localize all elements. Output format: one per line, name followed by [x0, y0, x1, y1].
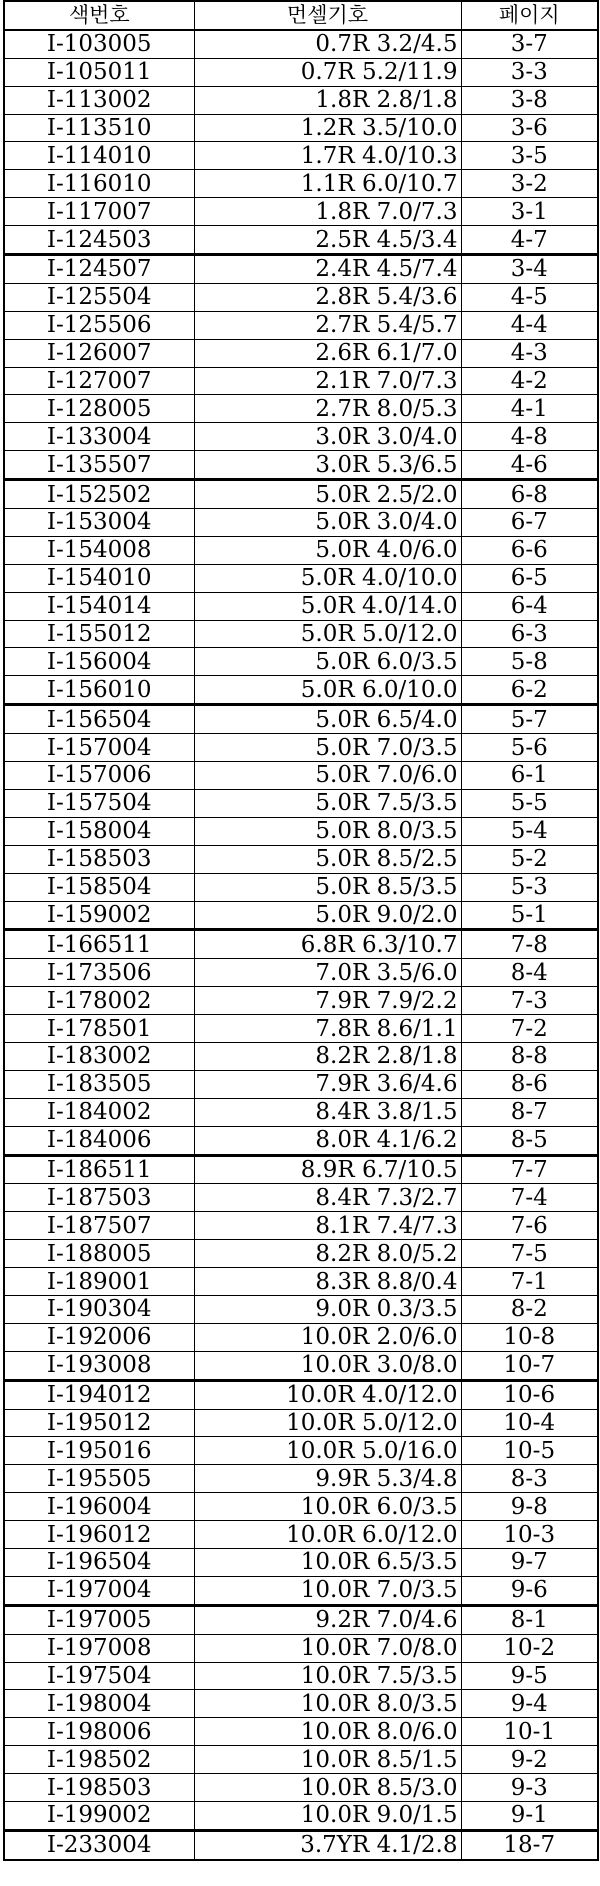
page-cell: 9-5 [461, 1662, 598, 1690]
munsell-notation-cell: 10.0R 6.0/12.0 [194, 1521, 461, 1549]
page-cell: 4-1 [461, 395, 598, 423]
munsell-notation-cell: 10.0R 7.0/8.0 [194, 1634, 461, 1662]
table-row [4, 255, 598, 284]
table-row [4, 395, 598, 423]
munsell-notation-cell: 5.0R 3.0/4.0 [194, 509, 461, 537]
munsell-notation-cell: 10.0R 4.0/12.0 [194, 1380, 461, 1409]
table-row [4, 564, 598, 592]
color-number-cell: I-156504 [4, 705, 194, 734]
table-row [4, 1718, 598, 1746]
table-row [4, 1042, 598, 1070]
page-cell: 10-1 [461, 1718, 598, 1746]
page-cell: 7-5 [461, 1240, 598, 1268]
page-cell: 4-3 [461, 339, 598, 367]
color-number-cell: I-158504 [4, 873, 194, 901]
table-row [4, 1070, 598, 1098]
table-row [4, 734, 598, 762]
page-cell: 4-6 [461, 451, 598, 480]
color-number-cell: I-133004 [4, 423, 194, 451]
page-cell: 10-2 [461, 1634, 598, 1662]
page-cell: 9-8 [461, 1493, 598, 1521]
munsell-notation-cell: 8.0R 4.1/6.2 [194, 1126, 461, 1155]
color-number-cell: I-117007 [4, 198, 194, 226]
table-row [4, 1576, 598, 1605]
table-row [4, 1380, 598, 1409]
munsell-notation-cell: 2.7R 8.0/5.3 [194, 395, 461, 423]
color-number-cell: I-159002 [4, 901, 194, 930]
page-cell: 9-7 [461, 1548, 598, 1576]
color-number-cell: I-196012 [4, 1521, 194, 1549]
color-number-cell: I-152502 [4, 480, 194, 509]
color-number-cell: I-183505 [4, 1070, 194, 1098]
munsell-notation-cell: 5.0R 5.0/12.0 [194, 620, 461, 648]
color-number-cell: I-154014 [4, 592, 194, 620]
color-number-cell: I-189001 [4, 1268, 194, 1296]
munsell-notation-cell: 10.0R 7.5/3.5 [194, 1662, 461, 1690]
table-row [4, 423, 598, 451]
munsell-notation-cell: 2.6R 6.1/7.0 [194, 339, 461, 367]
table-row [4, 198, 598, 226]
color-number-cell: I-154008 [4, 536, 194, 564]
color-number-cell: I-198503 [4, 1774, 194, 1802]
munsell-notation-cell: 9.9R 5.3/4.8 [194, 1465, 461, 1493]
color-number-cell: I-190304 [4, 1295, 194, 1323]
munsell-notation-cell: 8.9R 6.7/10.5 [194, 1155, 461, 1184]
munsell-notation-cell: 8.3R 8.8/0.4 [194, 1268, 461, 1296]
table-row [4, 1409, 598, 1437]
munsell-notation-cell: 5.0R 2.5/2.0 [194, 480, 461, 509]
page-cell: 3-4 [461, 255, 598, 284]
table-row [4, 1830, 598, 1859]
munsell-notation-cell: 2.5R 4.5/3.4 [194, 226, 461, 255]
page-cell: 6-6 [461, 536, 598, 564]
munsell-notation-cell: 5.0R 7.0/6.0 [194, 762, 461, 790]
page-cell: 6-8 [461, 480, 598, 509]
color-number-cell: I-196504 [4, 1548, 194, 1576]
munsell-notation-cell: 7.0R 3.5/6.0 [194, 959, 461, 987]
table-row [4, 1746, 598, 1774]
table-row [4, 676, 598, 705]
table-row [4, 1465, 598, 1493]
color-code-table [3, 0, 599, 1861]
munsell-notation-cell: 5.0R 4.0/10.0 [194, 564, 461, 592]
page-cell: 8-8 [461, 1042, 598, 1070]
munsell-notation-cell: 8.4R 3.8/1.5 [194, 1098, 461, 1126]
page-cell: 5-3 [461, 873, 598, 901]
color-number-cell: I-193008 [4, 1351, 194, 1380]
munsell-notation-cell: 10.0R 9.0/1.5 [194, 1802, 461, 1831]
munsell-notation-cell: 3.0R 5.3/6.5 [194, 451, 461, 480]
page-cell: 4-4 [461, 311, 598, 339]
table-row [4, 1493, 598, 1521]
munsell-notation-cell: 10.0R 6.5/3.5 [194, 1548, 461, 1576]
color-number-cell: I-105011 [4, 58, 194, 86]
page-cell: 6-7 [461, 509, 598, 537]
color-number-cell: I-178002 [4, 987, 194, 1015]
color-number-cell: I-153004 [4, 509, 194, 537]
table-row [4, 480, 598, 509]
munsell-notation-cell: 10.0R 8.5/3.0 [194, 1774, 461, 1802]
header-color-number: 색번호 [4, 1, 194, 30]
munsell-notation-cell: 8.2R 2.8/1.8 [194, 1042, 461, 1070]
munsell-notation-cell: 10.0R 8.0/6.0 [194, 1718, 461, 1746]
table-row [4, 987, 598, 1015]
munsell-notation-cell: 5.0R 4.0/6.0 [194, 536, 461, 564]
header-row [4, 1, 598, 30]
page-cell: 10-3 [461, 1521, 598, 1549]
table-row [4, 1548, 598, 1576]
table-row [4, 1240, 598, 1268]
color-number-cell: I-186511 [4, 1155, 194, 1184]
munsell-notation-cell: 2.8R 5.4/3.6 [194, 283, 461, 311]
munsell-notation-cell: 7.9R 7.9/2.2 [194, 987, 461, 1015]
color-number-cell: I-156010 [4, 676, 194, 705]
munsell-notation-cell: 5.0R 6.5/4.0 [194, 705, 461, 734]
table-row [4, 1015, 598, 1043]
page-cell: 3-2 [461, 170, 598, 198]
page-cell: 8-1 [461, 1605, 598, 1634]
table-row [4, 451, 598, 480]
page-cell: 8-3 [461, 1465, 598, 1493]
color-number-cell: I-124503 [4, 226, 194, 255]
table-row [4, 1437, 598, 1465]
color-number-cell: I-184006 [4, 1126, 194, 1155]
munsell-notation-cell: 7.8R 8.6/1.1 [194, 1015, 461, 1043]
munsell-notation-cell: 5.0R 7.5/3.5 [194, 789, 461, 817]
table-row [4, 1155, 598, 1184]
page-cell: 9-1 [461, 1802, 598, 1831]
page-cell: 3-6 [461, 114, 598, 142]
page-cell: 6-4 [461, 592, 598, 620]
table-row [4, 648, 598, 676]
color-number-cell: I-128005 [4, 395, 194, 423]
table-row [4, 1774, 598, 1802]
color-number-cell: I-126007 [4, 339, 194, 367]
color-number-cell: I-116010 [4, 170, 194, 198]
page-cell: 4-8 [461, 423, 598, 451]
table-row [4, 1634, 598, 1662]
color-number-cell: I-187503 [4, 1184, 194, 1212]
page-cell: 5-8 [461, 648, 598, 676]
munsell-notation-cell: 3.0R 3.0/4.0 [194, 423, 461, 451]
munsell-notation-cell: 1.2R 3.5/10.0 [194, 114, 461, 142]
munsell-notation-cell: 5.0R 6.0/3.5 [194, 648, 461, 676]
table-row [4, 959, 598, 987]
page-cell: 7-4 [461, 1184, 598, 1212]
page-cell: 4-7 [461, 226, 598, 255]
table-row [4, 509, 598, 537]
page-cell: 9-3 [461, 1774, 598, 1802]
color-number-cell: I-195012 [4, 1409, 194, 1437]
munsell-notation-cell: 6.8R 6.3/10.7 [194, 930, 461, 959]
page-cell: 7-7 [461, 1155, 598, 1184]
munsell-notation-cell: 5.0R 8.5/3.5 [194, 873, 461, 901]
table-row [4, 930, 598, 959]
munsell-notation-cell: 1.8R 7.0/7.3 [194, 198, 461, 226]
table-row [4, 283, 598, 311]
table-row [4, 592, 598, 620]
table-row [4, 1521, 598, 1549]
page-cell: 9-2 [461, 1746, 598, 1774]
color-number-cell: I-192006 [4, 1323, 194, 1351]
page-cell: 9-6 [461, 1576, 598, 1605]
page-cell: 5-1 [461, 901, 598, 930]
table-row [4, 114, 598, 142]
table-row [4, 845, 598, 873]
table-row [4, 817, 598, 845]
table-row [4, 536, 598, 564]
page-cell: 4-5 [461, 283, 598, 311]
table-row [4, 1126, 598, 1155]
munsell-notation-cell: 2.4R 4.5/7.4 [194, 255, 461, 284]
page-cell: 6-1 [461, 762, 598, 790]
page-cell: 7-2 [461, 1015, 598, 1043]
color-number-cell: I-197004 [4, 1576, 194, 1605]
page-cell: 5-6 [461, 734, 598, 762]
table-row [4, 762, 598, 790]
table-body [4, 30, 598, 1860]
color-number-cell: I-124507 [4, 255, 194, 284]
page-cell: 3-3 [461, 58, 598, 86]
color-number-cell: I-157006 [4, 762, 194, 790]
munsell-notation-cell: 10.0R 5.0/16.0 [194, 1437, 461, 1465]
munsell-notation-cell: 7.9R 3.6/4.6 [194, 1070, 461, 1098]
munsell-notation-cell: 5.0R 4.0/14.0 [194, 592, 461, 620]
table-row [4, 58, 598, 86]
color-number-cell: I-198004 [4, 1690, 194, 1718]
color-number-cell: I-188005 [4, 1240, 194, 1268]
table-row [4, 86, 598, 114]
color-number-cell: I-158503 [4, 845, 194, 873]
color-number-cell: I-166511 [4, 930, 194, 959]
munsell-notation-cell: 10.0R 7.0/3.5 [194, 1576, 461, 1605]
color-number-cell: I-178501 [4, 1015, 194, 1043]
color-number-cell: I-199002 [4, 1802, 194, 1831]
page-cell: 8-2 [461, 1295, 598, 1323]
table-row [4, 1268, 598, 1296]
page-cell: 5-5 [461, 789, 598, 817]
page-cell: 7-1 [461, 1268, 598, 1296]
table-row [4, 367, 598, 395]
table-row [4, 620, 598, 648]
munsell-notation-cell: 2.1R 7.0/7.3 [194, 367, 461, 395]
munsell-notation-cell: 5.0R 6.0/10.0 [194, 676, 461, 705]
color-number-cell: I-173506 [4, 959, 194, 987]
page-cell: 5-4 [461, 817, 598, 845]
color-number-cell: I-125504 [4, 283, 194, 311]
color-number-cell: I-113510 [4, 114, 194, 142]
table-row [4, 30, 598, 58]
munsell-notation-cell: 5.0R 8.5/2.5 [194, 845, 461, 873]
page-cell: 7-3 [461, 987, 598, 1015]
color-number-cell: I-194012 [4, 1380, 194, 1409]
munsell-notation-cell: 10.0R 8.5/1.5 [194, 1746, 461, 1774]
table-row [4, 1295, 598, 1323]
table-row [4, 170, 598, 198]
header-munsell-notation: 먼셀기호 [194, 1, 461, 30]
munsell-notation-cell: 0.7R 5.2/11.9 [194, 58, 461, 86]
color-number-cell: I-197008 [4, 1634, 194, 1662]
munsell-notation-cell: 0.7R 3.2/4.5 [194, 30, 461, 58]
munsell-notation-cell: 8.1R 7.4/7.3 [194, 1212, 461, 1240]
page-cell: 5-7 [461, 705, 598, 734]
page-cell: 3-1 [461, 198, 598, 226]
color-number-cell: I-184002 [4, 1098, 194, 1126]
page-cell: 6-3 [461, 620, 598, 648]
table-row [4, 142, 598, 170]
color-number-cell: I-114010 [4, 142, 194, 170]
page-cell: 3-8 [461, 86, 598, 114]
munsell-notation-cell: 2.7R 5.4/5.7 [194, 311, 461, 339]
table-row [4, 901, 598, 930]
munsell-notation-cell: 9.0R 0.3/3.5 [194, 1295, 461, 1323]
munsell-notation-cell: 5.0R 7.0/3.5 [194, 734, 461, 762]
table-row [4, 705, 598, 734]
page-cell: 18-7 [461, 1830, 598, 1859]
munsell-notation-cell: 9.2R 7.0/4.6 [194, 1605, 461, 1634]
page-cell: 5-2 [461, 845, 598, 873]
color-number-cell: I-158004 [4, 817, 194, 845]
table-row [4, 1351, 598, 1380]
page-cell: 8-4 [461, 959, 598, 987]
color-number-cell: I-156004 [4, 648, 194, 676]
color-number-cell: I-195016 [4, 1437, 194, 1465]
page-cell: 4-2 [461, 367, 598, 395]
color-number-cell: I-198006 [4, 1718, 194, 1746]
color-number-cell: I-197504 [4, 1662, 194, 1690]
munsell-notation-cell: 1.1R 6.0/10.7 [194, 170, 461, 198]
page-cell: 9-4 [461, 1690, 598, 1718]
munsell-notation-cell: 8.4R 7.3/2.7 [194, 1184, 461, 1212]
table-row [4, 311, 598, 339]
color-number-cell: I-157004 [4, 734, 194, 762]
page-cell: 6-2 [461, 676, 598, 705]
color-number-cell: I-155012 [4, 620, 194, 648]
color-number-cell: I-154010 [4, 564, 194, 592]
table-row [4, 1662, 598, 1690]
munsell-notation-cell: 3.7YR 4.1/2.8 [194, 1830, 461, 1859]
color-number-cell: I-157504 [4, 789, 194, 817]
page-cell: 8-7 [461, 1098, 598, 1126]
page-cell: 3-5 [461, 142, 598, 170]
color-number-cell: I-197005 [4, 1605, 194, 1634]
munsell-notation-cell: 10.0R 2.0/6.0 [194, 1323, 461, 1351]
table-row [4, 1605, 598, 1634]
munsell-notation-cell: 5.0R 8.0/3.5 [194, 817, 461, 845]
color-number-cell: I-198502 [4, 1746, 194, 1774]
page-cell: 10-8 [461, 1323, 598, 1351]
page-cell: 7-8 [461, 930, 598, 959]
munsell-notation-cell: 10.0R 8.0/3.5 [194, 1690, 461, 1718]
table-row [4, 226, 598, 255]
page-cell: 7-6 [461, 1212, 598, 1240]
munsell-notation-cell: 1.7R 4.0/10.3 [194, 142, 461, 170]
page-cell: 10-7 [461, 1351, 598, 1380]
color-number-cell: I-195505 [4, 1465, 194, 1493]
color-number-cell: I-103005 [4, 30, 194, 58]
table-row [4, 873, 598, 901]
page-cell: 10-5 [461, 1437, 598, 1465]
header-page: 페이지 [461, 1, 598, 30]
table-row [4, 1323, 598, 1351]
table-row [4, 1184, 598, 1212]
munsell-notation-cell: 1.8R 2.8/1.8 [194, 86, 461, 114]
page-cell: 6-5 [461, 564, 598, 592]
munsell-notation-cell: 5.0R 9.0/2.0 [194, 901, 461, 930]
color-number-cell: I-125506 [4, 311, 194, 339]
color-number-cell: I-183002 [4, 1042, 194, 1070]
color-number-cell: I-187507 [4, 1212, 194, 1240]
table-row [4, 1690, 598, 1718]
color-number-cell: I-135507 [4, 451, 194, 480]
page-cell: 8-6 [461, 1070, 598, 1098]
table-row [4, 1802, 598, 1831]
munsell-notation-cell: 10.0R 3.0/8.0 [194, 1351, 461, 1380]
table-row [4, 339, 598, 367]
page-cell: 10-6 [461, 1380, 598, 1409]
color-number-cell: I-127007 [4, 367, 194, 395]
munsell-notation-cell: 8.2R 8.0/5.2 [194, 1240, 461, 1268]
color-number-cell: I-196004 [4, 1493, 194, 1521]
page-cell: 3-7 [461, 30, 598, 58]
color-number-cell: I-113002 [4, 86, 194, 114]
table-row [4, 1098, 598, 1126]
munsell-notation-cell: 10.0R 5.0/12.0 [194, 1409, 461, 1437]
page-cell: 8-5 [461, 1126, 598, 1155]
munsell-notation-cell: 10.0R 6.0/3.5 [194, 1493, 461, 1521]
page-cell: 10-4 [461, 1409, 598, 1437]
color-number-cell: I-233004 [4, 1830, 194, 1859]
table-row [4, 1212, 598, 1240]
table-row [4, 789, 598, 817]
